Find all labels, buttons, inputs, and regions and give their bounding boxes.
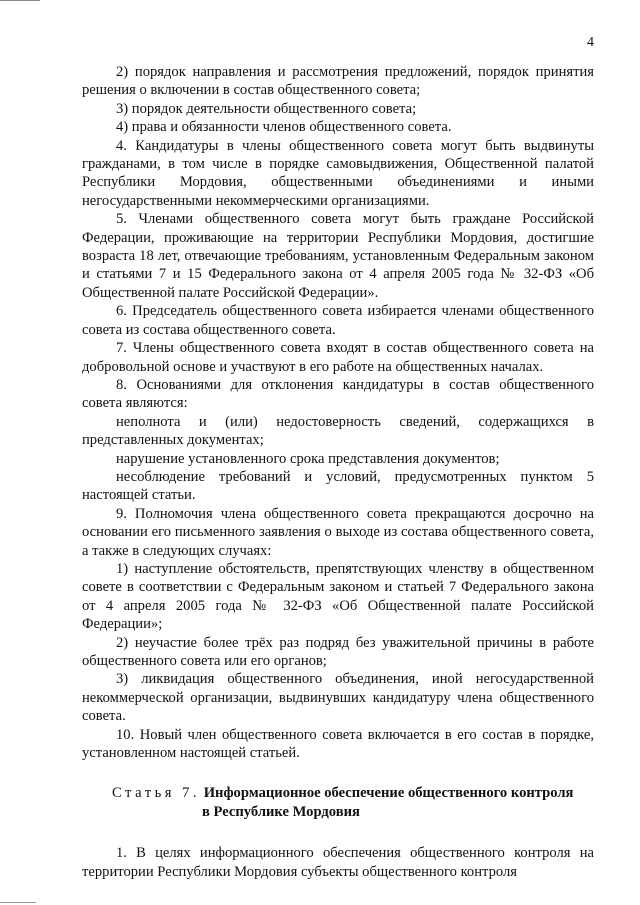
article-title-line1: Информационное обеспечение общественного контроля — [203, 785, 574, 802]
paragraph: 5. Членами общественного совета могут быть граждане Российской Федерации, проживающие на территории Республики Мордовия, достигшие возраста 18 лет, отвечающие требованиям, установленным Федеральным законом и статьями 7 и 15 Федерального закона от 4 апреля 2005 года № 32-ФЗ «Об Общественной палате Российской Федерации». — [82, 211, 594, 301]
paragraph: неполнота и (или) недостоверность сведений, содержащихся в представленных документах; — [82, 413, 594, 449]
scan-edge-mark — [0, 0, 40, 1]
paragraph: нарушение установленного срока представления документов; — [116, 450, 500, 467]
paragraph: 7. Члены общественного совета входят в состав общественного совета на добровольной основе и участвуют в его работе на общественных началах. — [82, 340, 594, 375]
paragraph: несоблюдение требований и условий, предусмотренных пунктом 5 настоящей статьи. — [82, 468, 594, 504]
paragraph: 3) ликвидация общественного объединения, иной негосударственной некоммерческой организации, выдвинувших кандидатуру члена общественного совета. — [82, 671, 594, 725]
article-title-line2: в Республике Мордовия — [202, 803, 360, 820]
paragraph: 9. Полномочия члена общественного совета прекращаются досрочно на основании его письменного заявления о выходе из состава общественного совета, а также в следующих случаях: — [82, 505, 594, 559]
page-number: 4 — [587, 35, 594, 50]
paragraph: 1. В целях информационного обеспечения общественного контроля на территории Республики Мордовия субъекты общественного контроля — [82, 845, 594, 880]
paragraph: 1) наступление обстоятельств, препятствующих членству в общественном совете в соответствии с Федеральным законом и статьей 7 Федерального закона от 4 апреля 2005 года № 32-ФЗ «Об Общественной палате Российской Федерации»; — [82, 560, 594, 633]
paragraph: 4) права и обязанности членов общественного совета. — [116, 119, 452, 136]
scan-edge-mark — [0, 902, 36, 903]
paragraph: 8. Основаниями для отклонения кандидатуры в состав общественного совета являются: — [82, 376, 594, 412]
article-heading — [82, 784, 594, 821]
paragraph: 6. Председатель общественного совета избирается членами общественного совета из состава общественного совета. — [82, 303, 594, 338]
paragraph: 2) неучастие более трёх раз подряд без уважительной причины в работе общественного совета или его органов; — [82, 634, 594, 669]
paragraph: 4. Кандидатуры в члены общественного совета могут быть выдвинуты гражданами, в том числе в порядке самовыдвижения, Общественной палатой Республики Мордовия, общественными объединениями и иными негосударственными некоммерческими организациями. — [82, 137, 594, 209]
paragraph: 3) порядок деятельности общественного совета; — [116, 100, 417, 117]
paragraph: 2) порядок направления и рассмотрения предложений, порядок принятия решения о включении в состав общественного совета; — [82, 64, 594, 99]
document-body — [82, 63, 594, 881]
paragraph: 10. Новый член общественного совета включается в его состав в порядке, установленном настоящей статьей. — [82, 726, 594, 762]
article-label: Статья 7. — [112, 785, 201, 802]
